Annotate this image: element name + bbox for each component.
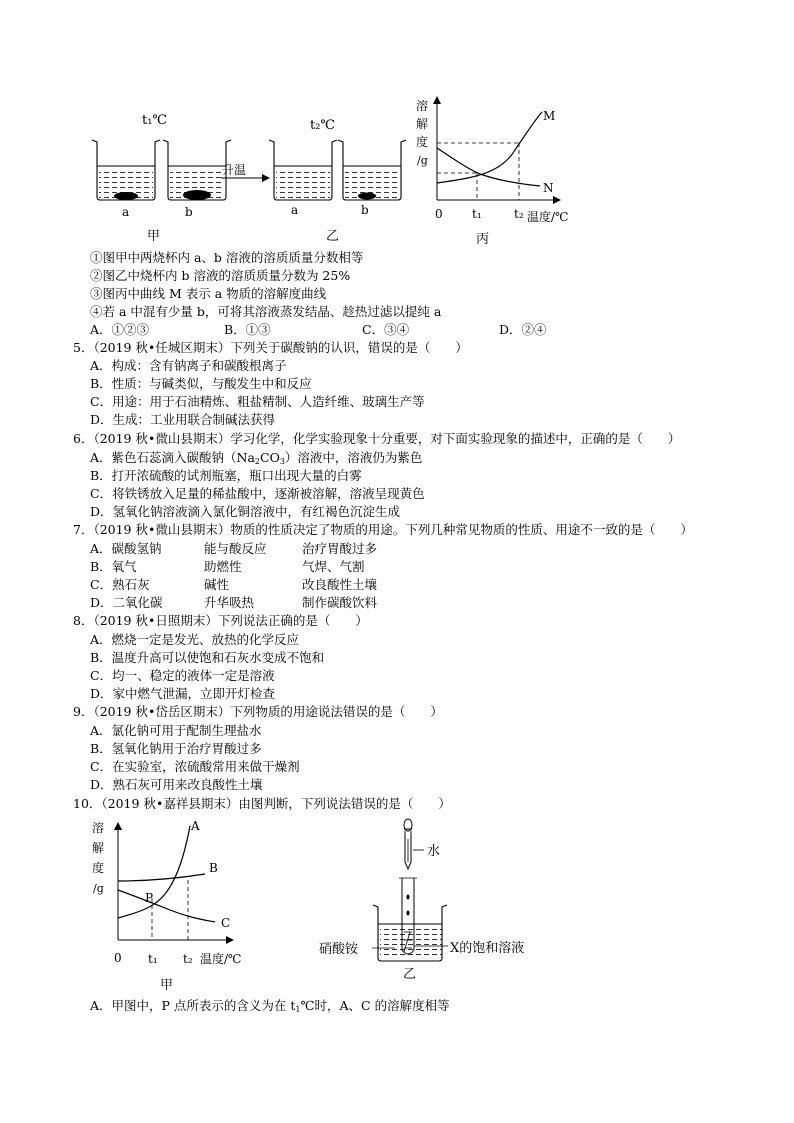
q8-option-c: C．均一、稳定的液体一定是溶液 [90,668,275,683]
q8-stem: 8．（2019 秋•日照期末）下列说法正确的是（ ） [73,613,368,628]
q7-row-a-use: 治疗胃酸过多 [302,541,378,556]
solubility-graph-bing [416,96,568,224]
curve-c [118,890,215,922]
curve-m [437,112,542,183]
graph-tick-t1: t₁ [472,207,482,221]
q7-stem: 7．（2019 秋•微山县期末）物质的性质决定了物质的用途。下列几种常见物质的性质、用途不一致的是（ ） [73,522,693,537]
ammonium-nitrate-label: 硝酸铵 [319,942,359,957]
beaker-label-a: a [122,205,130,219]
caption-bing: 丙 [476,232,490,247]
graph2-caption: 甲 [160,978,174,993]
graph2-origin: 0 [114,951,122,965]
q7-row-a-property: 能与酸反应 [204,541,267,556]
q6-option-c: C．将铁锈放入足量的稀盐酸中，逐渐被溶解，溶液呈现黄色 [90,486,425,501]
curve-b [118,874,205,881]
graph2-ylabel-3: 度 [92,861,105,875]
curve-b-label: B [209,861,218,875]
q6-option-a: A．紫色石蕊滴入碳酸钠$(Na_2CO_3)$溶液中，溶液仍为紫色 [90,450,423,466]
graph-ylabel-1: 溶 [416,99,429,113]
beaker-yi-b [338,140,406,200]
curve-m-label: M [543,109,556,123]
beaker-yi-a [269,140,337,200]
q5-option-d: D．生成：工业用联合制碱法获得 [90,412,276,427]
graph-ylabel-2: 解 [416,117,429,131]
q7-row-d-substance: D．二氧化碳 [90,595,163,610]
graph-origin: 0 [435,207,443,221]
q9-option-c: C．在实验室，浓硫酸常用来做干燥剂 [90,759,300,774]
beaker-label-b-2: b [361,203,369,217]
q4-option-d: D．②④ [499,322,547,337]
q5-stem: 5．（2019 秋•任城区期末）下列关于碳酸钠的认识，错误的是（ ） [73,340,468,355]
apparatus-caption: 乙 [403,967,417,982]
q9-stem: 9．（2019 秋•岱岳区期末）下列物质的用途说法错误的是（ ） [73,704,443,719]
q4-option-a: A．①②③ [90,322,150,337]
q9-option-d: D．熟石灰可用来改良酸性土壤 [90,777,263,792]
solubility-graph-jia [92,819,241,993]
q6-stem: 6．（2019 秋•微山县期末）学习化学，化学实验现象十分重要，对下面实验现象的描述中，正确的是（ ） [73,431,681,446]
q7-row-b-use: 气焊、气割 [302,559,365,574]
q8-option-b: B．温度升高可以使饱和石灰水变成不饱和 [90,650,325,665]
q8-option-a: A．燃烧一定是发光、放热的化学反应 [90,632,300,647]
q7-row-d-property: 升华吸热 [204,595,255,610]
q6-option-b: B．打开浓硫酸的试剂瓶塞，瓶口出现大量的白雾 [90,468,362,483]
q7-row-c-property: 碱性 [204,577,230,592]
q10-option-a: A．甲图中，P 点所表示的含义为在 $t_1℃$时，A、C 的溶解度相等 [90,998,450,1014]
apparatus-yi [319,819,524,982]
q9-option-b: B．氢氧化钠用于治疗胃酸过多 [90,741,262,756]
caption-yi: 乙 [326,229,340,244]
caption-jia: 甲 [147,229,161,244]
q10-stem: 10．（2019 秋•嘉祥县期末）由图判断，下列说法错误的是（ ） [73,796,451,811]
q7-row-b-property: 助燃性 [204,559,242,574]
water-label: 水 [427,844,441,859]
beaker-jia-b [163,140,231,200]
q6-option-d: D．氢氧化钠溶液滴入氯化铜溶液中，有红褐色沉淀生成 [90,504,401,519]
q7-row-c-substance: C．熟石灰 [90,577,150,592]
q5-option-a: A．构成：含有钠离子和碳酸根离子 [90,358,287,373]
t1-temp-label: t₁℃ [142,113,167,128]
x-solution-label: X的饱和溶液 [450,941,525,956]
graph-xlabel: 温度/℃ [527,210,569,224]
q4-option-b: B．①③ [224,322,271,337]
point-p-label: P [145,891,154,905]
t2-temp-label: t₂℃ [310,118,335,133]
graph-ylabel-3: 度 [416,135,429,149]
q10-figure [0,812,794,1012]
curve-n-label: N [543,181,554,195]
graph2-tick-t2: t₂ [183,952,193,966]
q5-option-b: B．性质：与碱类似，与酸发生中和反应 [90,376,312,391]
q7-row-d-use: 制作碳酸饮料 [302,595,378,610]
graph2-xlabel: 温度/℃ [200,952,242,966]
graph2-ylabel-2: 解 [92,841,105,855]
q4-statement-4: ④若 a 中混有少量 b，可将其溶液蒸发结晶、趁热过滤以提纯 a [90,304,442,319]
beaker-label-a-2: a [291,203,299,217]
graph-ylabel-4: /g [417,154,428,167]
q7-row-a-substance: A．碳酸氢钠 [90,541,162,556]
q8-option-d: D．家中燃气泄漏，立即开灯检查 [90,686,276,701]
q7-row-c-use: 改良酸性土壤 [302,577,378,592]
beaker-jia-a [92,140,160,200]
q4-statement-2: ②图乙中烧杯内 b 溶液的溶质质量分数为 25% [90,268,351,283]
q9-option-a: A．氯化钠可用于配制生理盐水 [90,723,262,738]
curve-c-label: C [221,916,231,930]
graph2-tick-t1: t₁ [148,952,158,966]
q4-statement-3: ③图丙中曲线 M 表示 a 物质的溶解度曲线 [90,286,327,301]
heat-label: 升温 [222,163,247,177]
q7-row-b-substance: B．氧气 [90,559,137,574]
graph2-ylabel-4: /g [93,882,104,895]
beaker-label-b: b [185,205,193,219]
q5-option-c: C．用途：用于石油精炼、粗盐精制、人造纤维、玻璃生产等 [90,394,425,409]
q4-statement-1: ①图甲中两烧杯内 a、b 溶液的溶质质量分数相等 [90,250,364,265]
graph-tick-t2: t₂ [514,207,524,221]
top-figure [0,0,794,250]
graph2-ylabel-1: 溶 [92,821,105,835]
curve-a-label: A [191,819,200,833]
q4-option-c: C．③④ [362,322,410,337]
